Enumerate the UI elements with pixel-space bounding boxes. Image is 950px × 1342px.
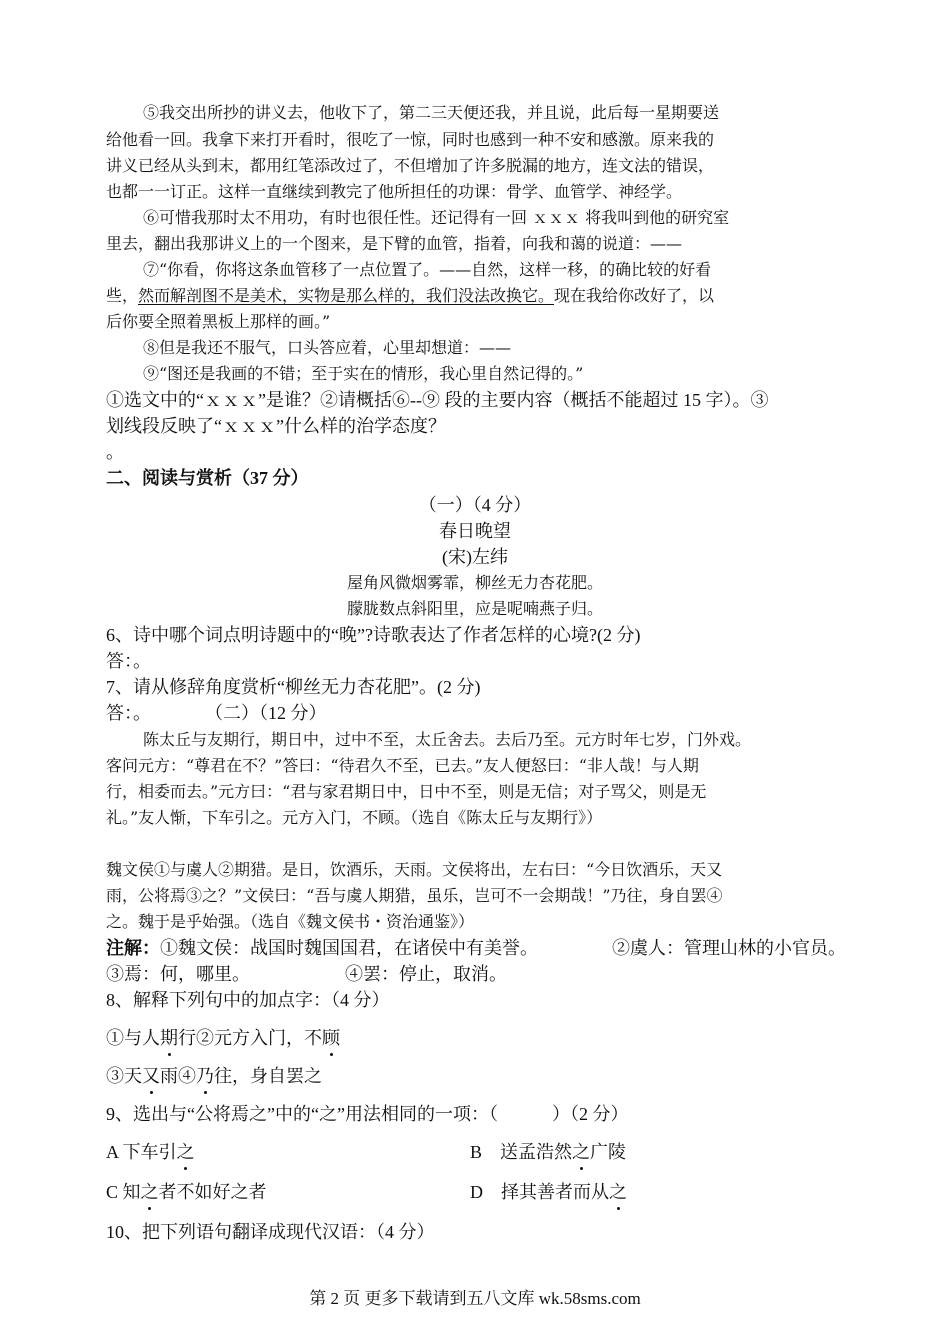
passage-p7-line3: 后你要全照着黑板上那样的画。” <box>106 312 331 331</box>
passage-p8: ⑧但是我还不服气，口头答应着，心里却想道：—— <box>143 338 512 357</box>
part1-label: （一）（4 分） <box>418 495 532 515</box>
passage-p5-line3: 讲义已经从头到末，都用红笔添改过了，不但增加了许多脱漏的地方，连文法的错误， <box>106 156 715 175</box>
poem-line: 屋角风微烟雾霏，柳丝无力杏花肥。 <box>346 573 603 592</box>
note-3: ③焉：何，哪里。 <box>106 964 250 984</box>
q8-text: 往，身自罢之 <box>214 1066 322 1086</box>
passage-p9: ⑨“图还是我画的不错；至于实在的情形，我心里自然记得的。” <box>143 364 584 383</box>
poem-line: 朦胧数点斜阳里，应是呢喃燕子归。 <box>346 599 603 618</box>
classical2-line: 之。魏于是乎始强。（选自《魏文侯书・资治通鉴》） <box>106 912 475 931</box>
q8-text: 行②元方入门，不 <box>178 1028 322 1048</box>
passage-p7-line1: ⑦“你看，你将这条血管移了一点位置了。——自然，这样一移，的确比较的好看 <box>143 260 712 279</box>
page-footer: 第 2 页 更多下载请到五八文库 wk.58sms.com <box>309 1289 641 1308</box>
dotted-char: 乃 <box>196 1066 214 1086</box>
section2-heading: 二、阅读与赏析（37 分） <box>106 468 309 488</box>
answer-blank: 。 <box>106 442 124 462</box>
classical1-line: 行，相委而去。”元方曰：“君与家君期日中，日中不至，则是无信；对子骂父，则是无 <box>106 782 707 801</box>
notes-line1 <box>106 936 538 960</box>
answer-7: 答：。 <box>106 703 151 723</box>
dotted-char: 之 <box>572 1142 591 1162</box>
question-8: 8、解释下列句中的加点字：（4 分） <box>106 990 390 1010</box>
q8-text: ③天 <box>106 1066 142 1086</box>
option-b <box>470 1140 626 1164</box>
question-prior-line2: 划线段反映了“ｘｘｘ”什么样的治学态度？ <box>106 416 446 436</box>
note-1: ①魏文侯：战国时魏国国君，在诸侯中有美誉。 <box>160 938 538 958</box>
passage-p5-line2: 给他看一回。我拿下来打开看时，很吃了一惊，同时也感到一种不安和感激。原来我的 <box>106 130 715 149</box>
q8-text: 雨④ <box>160 1066 196 1086</box>
option-text: 者不如好之者 <box>158 1182 267 1202</box>
dotted-char: 之 <box>609 1182 627 1202</box>
question-prior-line1: ①选文中的“ｘｘｘ”是谁？②请概括⑥--⑨ 段的主要内容（概括不能超过 15 字）。③ <box>106 390 769 410</box>
question-10: 10、把下列语句翻译成现代汉语：（4 分） <box>106 1222 435 1242</box>
passage-p6-line1: ⑥可惜我那时太不用功，有时也很任性。还记得有一回 ｘｘｘ 将我叫到他的研究室 <box>143 208 730 227</box>
classical1-line: 陈太丘与友期行，期日中，过中不至，太丘舍去。去后乃至。元方时年七岁，门外戏。 <box>143 730 752 749</box>
passage-p7-line2 <box>106 284 714 308</box>
poem-author: (宋)左纬 <box>442 547 508 567</box>
passage-p5-line1: ⑤我交出所抄的讲义去，他收下了，第二三天便还我，并且说，此后每一星期要送 <box>143 103 720 122</box>
dotted-char: 之 <box>176 1142 195 1162</box>
q8-text: ①与人 <box>106 1028 160 1048</box>
option-a <box>106 1140 195 1164</box>
note-4: ④罢：停止，取消。 <box>345 964 507 984</box>
classical2-line: 魏文侯①与虞人②期猎。是日，饮酒乐，天雨。文侯将出，左右曰：“今日饮酒乐，天又 <box>106 860 723 879</box>
passage-p7-post: 现在我给你改好了，以 <box>554 286 715 305</box>
option-text: D 择其善者而从 <box>470 1182 609 1202</box>
part2-label: （二）（12 分） <box>205 703 327 723</box>
dotted-char: 又 <box>142 1066 160 1086</box>
classical2-line: 雨，公将焉③之？”文侯曰：“吾与虞人期猎，虽乐，岂可不一会期哉！”乃往，身自罢④ <box>106 886 723 905</box>
passage-p7-pre: 些， <box>106 286 139 305</box>
note-2: ②虞人：管理山林的小官员。 <box>612 938 846 958</box>
classical1-line: 客问元方：“尊君在不？”答曰：“待君久不至，已去。”友人便怒曰：“非人哉！与人期 <box>106 756 699 775</box>
option-text: C 知 <box>106 1182 141 1202</box>
dotted-char: 顾 <box>322 1028 340 1048</box>
poem-title: 春日晚望 <box>439 521 511 541</box>
option-text: 广陵 <box>590 1142 627 1162</box>
option-d <box>470 1180 627 1204</box>
notes-label: 注解： <box>106 938 160 958</box>
question-9: 9、选出与“公将焉之”中的“之”用法相同的一项：（ ）（2 分） <box>106 1104 629 1124</box>
q8-row1 <box>106 1026 340 1050</box>
question-7: 7、请从修辞角度赏析“柳丝无力杏花肥”。(2 分) <box>106 677 481 697</box>
option-c <box>106 1180 267 1204</box>
classical1-line: 礼。”友人惭，下车引之。元方入门，不顾。（选自《陈太丘与友期行》） <box>106 808 603 827</box>
dotted-char: 期 <box>160 1028 178 1048</box>
option-text: A 下车引 <box>106 1142 177 1162</box>
answer-6: 答：。 <box>106 651 151 671</box>
underlined-sentence: 然而解剖图不是美术，实物是那么样的，我们没法改换它。 <box>138 286 555 305</box>
q8-row2 <box>106 1064 322 1088</box>
dotted-char: 之 <box>140 1182 159 1202</box>
passage-p6-line2: 里去，翻出我那讲义上的一个图来，是下臂的血管，指着，向我和蔼的说道：—— <box>106 234 683 253</box>
passage-p5-line4: 也都一一订正。这样一直继续到教完了他所担任的功课：骨学、血管学、神经学。 <box>106 182 683 201</box>
option-text: B 送孟浩然 <box>470 1142 573 1162</box>
question-6: 6、诗中哪个词点明诗题中的“晚”?诗歌表达了作者怎样的心境?(2 分) <box>106 625 641 645</box>
